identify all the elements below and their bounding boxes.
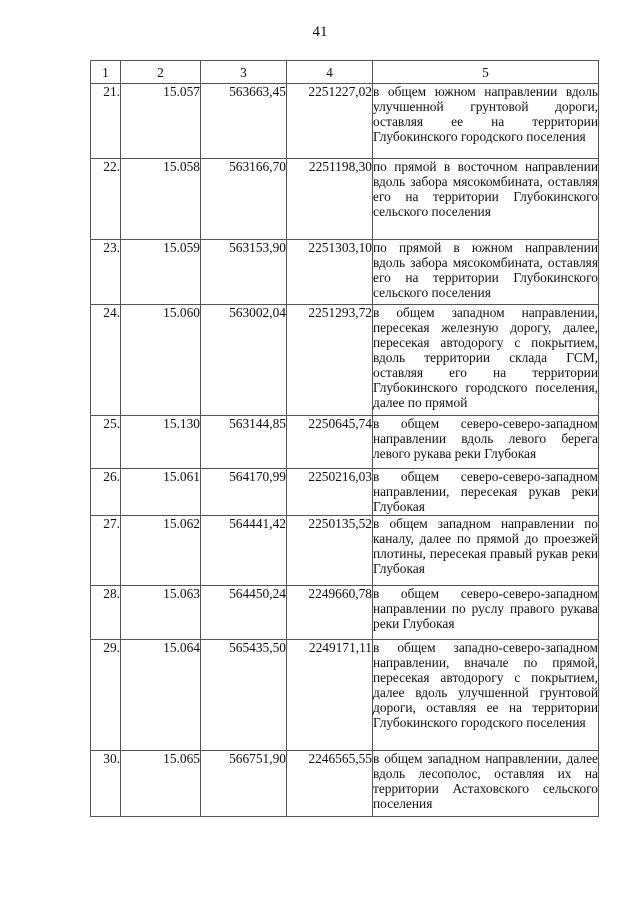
x-coordinate: 565435,50 xyxy=(201,640,287,751)
row-number: 21. xyxy=(91,84,121,159)
point-id: 15.062 xyxy=(121,516,201,586)
boundary-coordinates-table xyxy=(90,60,599,817)
y-coordinate: 2251293,72 xyxy=(287,305,373,416)
table-row xyxy=(91,416,599,469)
y-coordinate: 2251227,02 xyxy=(287,84,373,159)
point-id: 15.061 xyxy=(121,469,201,516)
column-header-2: 2 xyxy=(121,61,201,84)
point-id: 15.064 xyxy=(121,640,201,751)
boundary-description: в общем северо-северо-западном направлении, пересекая рукав реки Глубокая xyxy=(373,469,598,514)
x-coordinate: 563144,85 xyxy=(201,416,287,469)
header-row xyxy=(91,61,599,84)
boundary-description: в общем северо-северо-западном направлении вдоль левого берега левого рукава реки Глубокая xyxy=(373,416,599,469)
table-row xyxy=(91,305,599,416)
boundary-description: в общем северо-северо-западном направлении по руслу правого рукава реки Глубокая xyxy=(373,586,599,640)
point-id: 15.130 xyxy=(121,416,201,469)
point-id: 15.063 xyxy=(121,586,201,640)
page-number: 41 xyxy=(312,24,328,40)
point-id: 15.059 xyxy=(121,240,201,305)
x-coordinate: 563166,70 xyxy=(201,159,287,240)
x-coordinate: 564441,42 xyxy=(201,516,287,586)
x-coordinate: 564450,24 xyxy=(201,586,287,640)
point-id: 15.058 xyxy=(121,159,201,240)
row-number: 27. xyxy=(91,516,121,586)
y-coordinate: 2250216,03 xyxy=(287,469,373,516)
column-header-5: 5 xyxy=(373,61,599,84)
table-row xyxy=(91,586,599,640)
y-coordinate: 2250645,74 xyxy=(287,416,373,469)
row-number: 22. xyxy=(91,159,121,240)
column-header-4: 4 xyxy=(287,61,373,84)
y-coordinate: 2249660,78 xyxy=(287,586,373,640)
boundary-description: в общем южном направлении вдоль улучшенной грунтовой дороги, оставляя ее на территории Глубокинского городского поселения xyxy=(373,84,599,159)
column-header-1: 1 xyxy=(91,61,121,84)
table-row xyxy=(91,469,599,516)
y-coordinate: 2251303,10 xyxy=(287,240,373,305)
y-coordinate: 2251198,30 xyxy=(287,159,373,240)
row-number: 28. xyxy=(91,586,121,640)
table-row xyxy=(91,516,599,586)
table-row xyxy=(91,84,599,159)
y-coordinate: 2250135,52 xyxy=(287,516,373,586)
boundary-description: по прямой в южном направлении вдоль забора мясокомбината, оставляя его на территории Глубокинского сельского поселения xyxy=(373,240,599,305)
point-id: 15.060 xyxy=(121,305,201,416)
point-id: 15.065 xyxy=(121,751,201,817)
column-header-3: 3 xyxy=(201,61,287,84)
table-row xyxy=(91,751,599,817)
boundary-description: в общем западном направлении, далее вдоль лесополос, оставляя их на территории Астаховского сельского поселения xyxy=(373,751,599,817)
row-number: 24. xyxy=(91,305,121,416)
x-coordinate: 563002,04 xyxy=(201,305,287,416)
x-coordinate: 563153,90 xyxy=(201,240,287,305)
table-row xyxy=(91,640,599,751)
y-coordinate: 2246565,55 xyxy=(287,751,373,817)
row-number: 29. xyxy=(91,640,121,751)
row-number: 25. xyxy=(91,416,121,469)
point-id: 15.057 xyxy=(121,84,201,159)
row-number: 26. xyxy=(91,469,121,516)
x-coordinate: 564170,99 xyxy=(201,469,287,516)
boundary-description: в общем западном направлении по каналу, далее по прямой до проезжей плотины, пересекая правый рукав реки Глубокая xyxy=(373,516,599,586)
table-row xyxy=(91,159,599,240)
x-coordinate: 563663,45 xyxy=(201,84,287,159)
y-coordinate: 2249171,11 xyxy=(287,640,373,751)
row-number: 30. xyxy=(91,751,121,817)
table-row xyxy=(91,240,599,305)
x-coordinate: 566751,90 xyxy=(201,751,287,817)
boundary-description: в общем западном направлении, пересекая железную дорогу, далее, пересекая автодорогу с покрытием, вдоль территории склада ГСМ, оставляя его на территории Глубокинского городского поселения, далее по прямой xyxy=(373,305,599,416)
boundary-description: по прямой в восточном направлении вдоль забора мясокомбината, оставляя его на территории Глубокинского сельского поселения xyxy=(373,159,599,240)
boundary-description: в общем западно-северо-западном направлении, вначале по прямой, пересекая автодорогу с покрытием, далее вдоль улучшенной грунтовой дороги, оставляя ее на территории Глубокинского городского поселения xyxy=(373,640,599,751)
row-number: 23. xyxy=(91,240,121,305)
